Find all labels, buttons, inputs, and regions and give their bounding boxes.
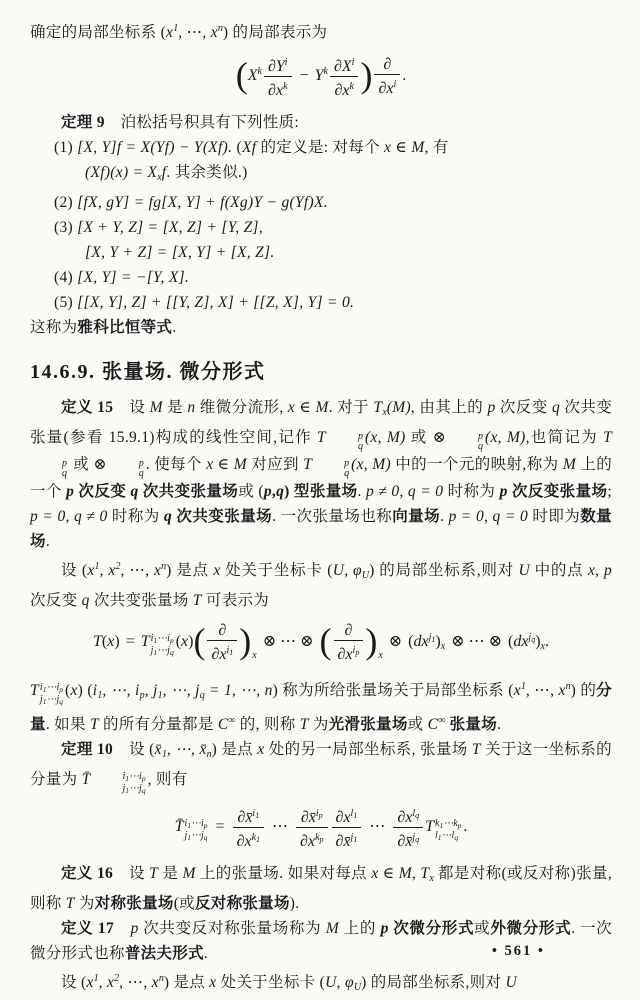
fraction: $\partial x^{l_q}$ ∂x̄$^{j_q}$ xyxy=(393,805,423,850)
jacobi-identity-note: 这称为雅科比恒等式. xyxy=(30,319,177,336)
theorem10-head: 定理 10 设 ($x̄_1$, ⋯, $x̄_n$) 是点 x 处的另一局部坐标系, 张量场 T 关于这一坐标系的分量为 T̄ $i_1\cdots i_p$ $j_1\cdots j_q$ , 则有 xyxy=(30,741,612,795)
fraction: $\frac{\partial Y^i}{\partial x^k}$ xyxy=(264,54,292,99)
final-coordinate-setup: 设 ($x^1$, $x^2$, ⋯, $x^n$) 是点 x 处关于坐标卡 (U, $\varphi_U$) 的局部坐标系,则对 U xyxy=(61,973,517,993)
property-2: (2) [fX, gY] = fg[X, Y] + f(Xg)Y − g(Yf)X. xyxy=(54,194,328,211)
property-3: (3) [X + Y, Z] = [X, Z] + [Y, Z], xyxy=(54,219,263,236)
tensor-indices: p q xyxy=(478,431,483,452)
tensor-indices: p q xyxy=(357,431,363,452)
fraction: ∂ $\partial x^{i_1}$ xyxy=(207,622,237,663)
fraction: $\frac{\partial x^{l_1}}{\partial x̄^{j_1}}$ xyxy=(332,805,362,850)
big-paren: )x xyxy=(239,620,257,662)
property-4: (4) [X, Y] = −[Y, X]. xyxy=(54,269,190,286)
fraction: ∂x̄$^{i_p}$ $\partial x^{k_p}$ xyxy=(296,805,327,850)
tensor-indices: p q xyxy=(138,458,144,479)
tensor-indices: p q xyxy=(62,458,67,479)
definition-15: 定义 15 设 M 是 n 维微分流形, x ∈ M. 对于 $T_x(M)$, 由其上的 p 次反变 q 次共变张量(参看 15.9.1)构成的线性空间,记作 T p q (x, M) 或 ⊗ p q (x, M),也简记为 T p q 或 ⊗ p q . 使每个 x ∈ M 对应到 T p q (x, M) 中的一个元的映射,称为 M 上的一个 p 次反变 q 次共变张量场或 (p,q) 型张量场. p ≠ 0, q = 0 时称为 p 次反变张量场; p = 0, q ≠ 0 时称为 q 次共变张量场. 一次张量场也称向量场. p = 0, q = 0 时即为数量场. xyxy=(30,399,613,550)
tensor-indices: $i_1\cdots i_p$ $j_1\cdots j_q$ xyxy=(39,682,63,706)
big-paren: ) xyxy=(360,54,373,95)
property-3-continuation: [X, Y + Z] = [X, Y] + [X, Z]. xyxy=(85,244,275,261)
lie-bracket-formula: ($X^k$ $\frac{\partial Y^i}{\partial x^k}$ − $Y^k$ $\frac{\partial X^i}{\partial x^k}$ ) ∂ $\partial x^i$ . xyxy=(235,54,407,99)
section-heading: 14.6.9. 张量场. 微分形式 xyxy=(30,361,266,383)
fraction: ∂ $\partial x^i$ xyxy=(374,56,400,97)
fraction: ∂ $\partial x^{i_p}$ xyxy=(334,622,364,663)
fraction: $\frac{\partial x̄^{i_1}}{\partial x^{k_1}}$ xyxy=(233,805,264,850)
big-paren: ( xyxy=(193,620,206,661)
transformation-formula: T̄ $i_1\cdots i_p$ $j_1\cdots j_q$ = $\frac{\partial x̄^{i_1}}{\partial x^{k_1}}$ ⋯ ∂x̄$^{i_p}$ $\partial x^{k_p}$ $\frac{\partial x^{l_1}}{\partial x̄^{j_1}}$ ⋯ $\partial x^{l_q}$ ∂x̄$^{j_q}$ T $k_1\cdots k_p$ $l_1\cdots l_q$ . xyxy=(30,805,612,850)
big-paren: ( xyxy=(319,620,332,661)
intro-line: 确定的局部坐标系 ($x^1$, ⋯, $x^n$) 的局部表示为 xyxy=(30,23,328,41)
page-number: • 561 • xyxy=(491,943,545,959)
definition-17: 定义 17 p 次共变反对称张量场称为 M 上的 p 次微分形式或外微分形式. 一次微分形式也称普法夫形式. xyxy=(30,920,612,962)
tensor-indices: $k_1\cdots k_p$ $l_1\cdots l_q$ xyxy=(435,818,462,843)
coordinate-setup: 设 ($x^1$, $x^2$, ⋯, $x^n$) 是点 x 处关于坐标卡 (U, $\varphi_U$) 的局部坐标系,则对 U 中的点 x, p 次反变 q 次共变张量场 T 可表示为 xyxy=(30,561,613,609)
tensor-indices: $i_1\cdots i_p$ $j_1\cdots j_q$ xyxy=(184,818,208,843)
fraction: $\frac{\partial X^i}{\partial x^k}$ xyxy=(330,54,358,99)
page-content xyxy=(30,16,612,1000)
tensor-indices: $i_1\cdots i_p$ $j_1\cdots j_q$ xyxy=(150,633,174,658)
theorem9-head: 定理 9 泊松括号积具有下列性质: xyxy=(61,114,300,131)
property-1-continuation: $(Xf)(x) = X_xf$. 其余类似.) xyxy=(85,164,248,183)
tensor-indices: p q xyxy=(344,458,350,479)
big-paren: ( xyxy=(235,54,248,95)
property-1: (1) [X, Y]f = X(Yf) − Y(Xf). (Xf 的定义是: 对每个 x ∈ M, 有 xyxy=(54,139,449,156)
tensor-indices: $i_1\cdots i_p$ $j_1\cdots j_q$ xyxy=(122,771,146,795)
definition-16: 定义 16 设 T 是 M 上的张量场. 如果对每点 x ∈ M, $T_x$ 都是对称(或反对称)张量,则称 T 为对称张量场(或反对称张量场). xyxy=(30,865,612,912)
tensor-expansion-formula: T(x) = T $i_1\cdots i_p$ $j_1\cdots j_q$ (x)( ∂ $\partial x^{i_1}$ )x⊗ ⋯ ⊗ ( ∂ $\partial x^{i_p}$ )x⊗ $(dx^{j_1})_x$ ⊗ ⋯ ⊗ $(dx^{j_q})_x$. xyxy=(93,620,549,663)
big-paren: )x xyxy=(365,620,383,662)
components-note: T $i_1\cdots i_p$ $j_1\cdots j_q$ (x) ($i_1$, ⋯, $i_p$, $j_1$, ⋯, $j_q = 1$, ⋯, n) 称为所给张量场关于局部坐标系 ($x^1$, ⋯, $x^n$) 的分量. 如果 T 的所有分量都是 C∞ 的, 则称 T 为光滑张量场或 C∞ 张量场. xyxy=(30,681,612,733)
property-5: (5) [[X, Y], Z] + [[Y, Z], X] + [[Z, X], Y] = 0. xyxy=(54,294,355,311)
